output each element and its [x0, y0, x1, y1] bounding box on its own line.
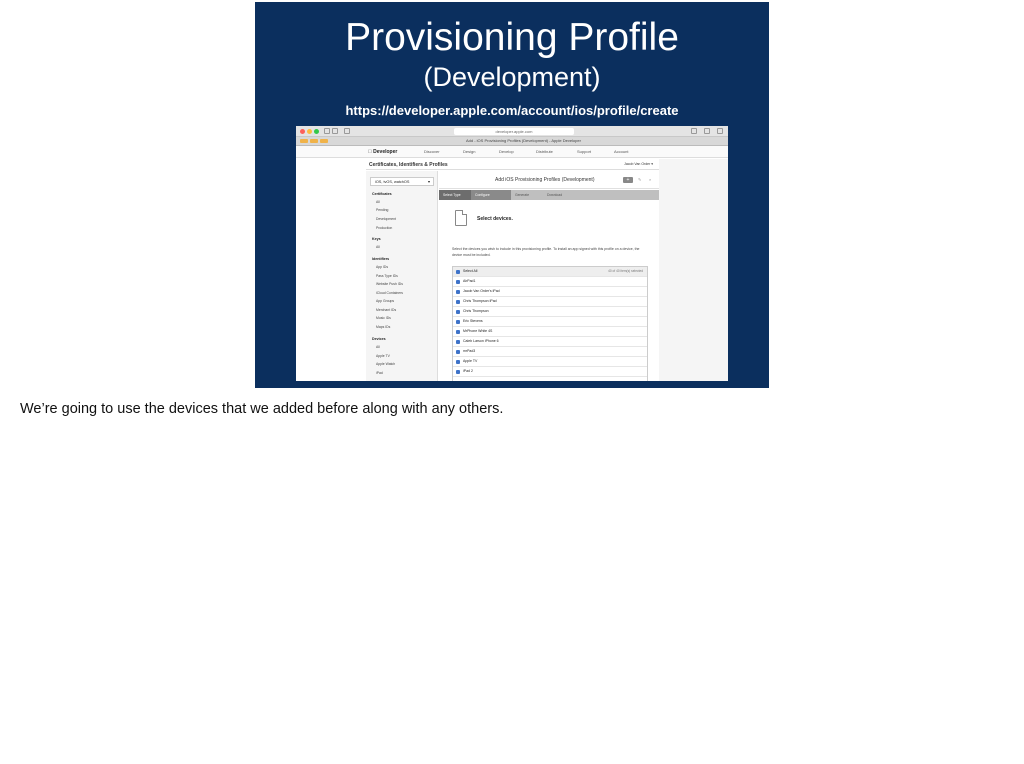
device-checkbox[interactable]: [456, 330, 460, 334]
device-name: mrPad3: [463, 349, 476, 353]
list-item[interactable]: [453, 277, 647, 287]
step-download: Download: [547, 193, 563, 197]
sidebar-item[interactable]: Apple TV: [376, 354, 390, 358]
sidebar-item[interactable]: All: [376, 245, 380, 249]
sidebar-item[interactable]: All: [376, 345, 380, 349]
tab-title[interactable]: Add - iOS Provisioning Profiles (Development) - Apple Developer: [466, 138, 581, 143]
document-icon: [455, 210, 467, 226]
add-button[interactable]: +: [623, 177, 633, 183]
device-name: Caleb Larson iPhone 6: [463, 339, 499, 343]
sidebar-section-identifiers: Identifiers: [372, 257, 390, 261]
developer-brand[interactable]: Developer: [368, 149, 393, 155]
slide-caption: We’re going to use the devices that we added before along with any others.: [20, 401, 504, 417]
nav-develop[interactable]: Develop: [499, 149, 514, 154]
tab-bar: [296, 137, 728, 146]
main-header: [439, 171, 659, 189]
sidebar-icon[interactable]: [344, 128, 350, 134]
browser-toolbar: [296, 126, 728, 137]
device-checkbox[interactable]: [456, 360, 460, 364]
sidebar-item[interactable]: Development: [376, 217, 396, 221]
device-checkbox[interactable]: [456, 340, 460, 344]
device-checkbox[interactable]: [456, 290, 460, 294]
device-name: iPad 2: [463, 369, 473, 373]
nav-design[interactable]: Design: [463, 149, 476, 154]
nav-support[interactable]: Support: [577, 149, 592, 154]
selected-count: 40 of 40 item(s) selected: [608, 269, 643, 273]
sidebar-item[interactable]: Music IDs: [376, 316, 391, 320]
step-select-type: Select Type: [439, 190, 471, 200]
forward-icon[interactable]: [332, 128, 338, 134]
list-item[interactable]: [453, 297, 647, 307]
sidebar-item[interactable]: iCloud Containers: [376, 291, 403, 295]
device-list: [452, 266, 648, 381]
favorite-icon[interactable]: [310, 139, 318, 143]
section-header: [366, 159, 659, 170]
developer-nav: [296, 146, 728, 158]
chevron-down-icon: ▾: [427, 179, 430, 184]
sidebar-item[interactable]: Pass Type IDs: [376, 274, 398, 278]
device-name: Chris Thompson iPad: [463, 299, 497, 303]
sidebar: [366, 171, 438, 381]
address-bar[interactable]: developer.apple.com: [454, 128, 574, 135]
list-item[interactable]: [453, 307, 647, 317]
sidebar-item[interactable]: iPad: [376, 371, 383, 375]
sidebar-section-keys: Keys: [372, 237, 381, 241]
select-all-row[interactable]: [453, 267, 647, 277]
sidebar-item[interactable]: Production: [376, 226, 393, 230]
sidebar-item[interactable]: App Groups: [376, 299, 395, 303]
new-tab-icon[interactable]: [717, 128, 723, 134]
list-item[interactable]: [453, 317, 647, 327]
device-checkbox[interactable]: [456, 310, 460, 314]
edit-icon[interactable]: ✎: [638, 177, 642, 182]
list-item[interactable]: [453, 347, 647, 357]
nav-distribute[interactable]: Distribute: [536, 149, 553, 154]
device-name: Chris Thompson: [463, 309, 489, 313]
slide: [255, 2, 769, 388]
list-item[interactable]: [453, 367, 647, 377]
maximize-icon[interactable]: [314, 129, 319, 134]
share-icon[interactable]: [691, 128, 697, 134]
right-gutter: [659, 159, 728, 381]
slide-subtitle: (Development): [423, 62, 601, 92]
list-item[interactable]: [453, 287, 647, 297]
page-title: Certificates, Identifiers & Profiles: [369, 162, 448, 168]
nav-account[interactable]: Account: [614, 149, 629, 154]
section-title: Select devices.: [477, 216, 513, 222]
device-name: Eric Stevens: [463, 319, 483, 323]
sidebar-item[interactable]: Website Push IDs: [376, 282, 403, 286]
sidebar-item[interactable]: Pending: [376, 208, 389, 212]
main-title: Add iOS Provisioning Profiles (Development): [495, 177, 595, 183]
device-checkbox[interactable]: [456, 320, 460, 324]
device-name: Apple TV: [463, 359, 478, 363]
device-name: MrPhone White 4S: [463, 329, 493, 333]
device-checkbox[interactable]: [456, 300, 460, 304]
device-checkbox[interactable]: [456, 370, 460, 374]
browser-screenshot: [296, 126, 728, 381]
sidebar-item[interactable]: All: [376, 200, 380, 204]
main-panel: [439, 171, 659, 381]
close-icon[interactable]: [300, 129, 305, 134]
device-name: AirPad1: [463, 279, 476, 283]
slide-title: Provisioning Profile: [345, 16, 679, 59]
tabs-icon[interactable]: [704, 128, 710, 134]
sidebar-item[interactable]: Maps IDs: [376, 325, 391, 329]
select-all-label: Select All: [463, 269, 478, 273]
sidebar-item[interactable]: Apple Watch: [376, 362, 396, 366]
description: Select the devices you wish to include in this provisioning profile. To install an app signed with this profile on a device, the device must be included.: [452, 247, 640, 257]
sidebar-section-certificates: Certificates: [372, 192, 392, 196]
platform-select[interactable]: iOS, tvOS, watchOS ▾: [370, 177, 434, 186]
search-icon[interactable]: ⌕: [649, 177, 652, 182]
slide-url: https://developer.apple.com/account/ios/profile/create: [345, 103, 679, 118]
list-item[interactable]: [453, 327, 647, 337]
sidebar-item[interactable]: App IDs: [376, 265, 389, 269]
step-generate: Generate: [515, 193, 530, 197]
user-menu[interactable]: Jacob Van Order ▾: [624, 162, 653, 166]
step-configure: Configure: [471, 190, 511, 200]
sidebar-section-devices: Devices: [372, 337, 386, 341]
device-checkbox[interactable]: [456, 280, 460, 284]
favorite-icon[interactable]: [320, 139, 328, 143]
back-icon[interactable]: [324, 128, 330, 134]
step-indicator: [439, 190, 659, 200]
list-item[interactable]: [453, 337, 647, 347]
minimize-icon[interactable]: [307, 129, 312, 134]
device-checkbox[interactable]: [456, 350, 460, 354]
favorite-icon[interactable]: [300, 139, 308, 143]
sidebar-item[interactable]: Merchant IDs: [376, 308, 397, 312]
select-all-checkbox[interactable]: [456, 270, 460, 274]
nav-discover[interactable]: Discover: [424, 149, 440, 154]
list-item[interactable]: [453, 357, 647, 367]
device-name: Jacob Van Order's iPad: [463, 289, 500, 293]
